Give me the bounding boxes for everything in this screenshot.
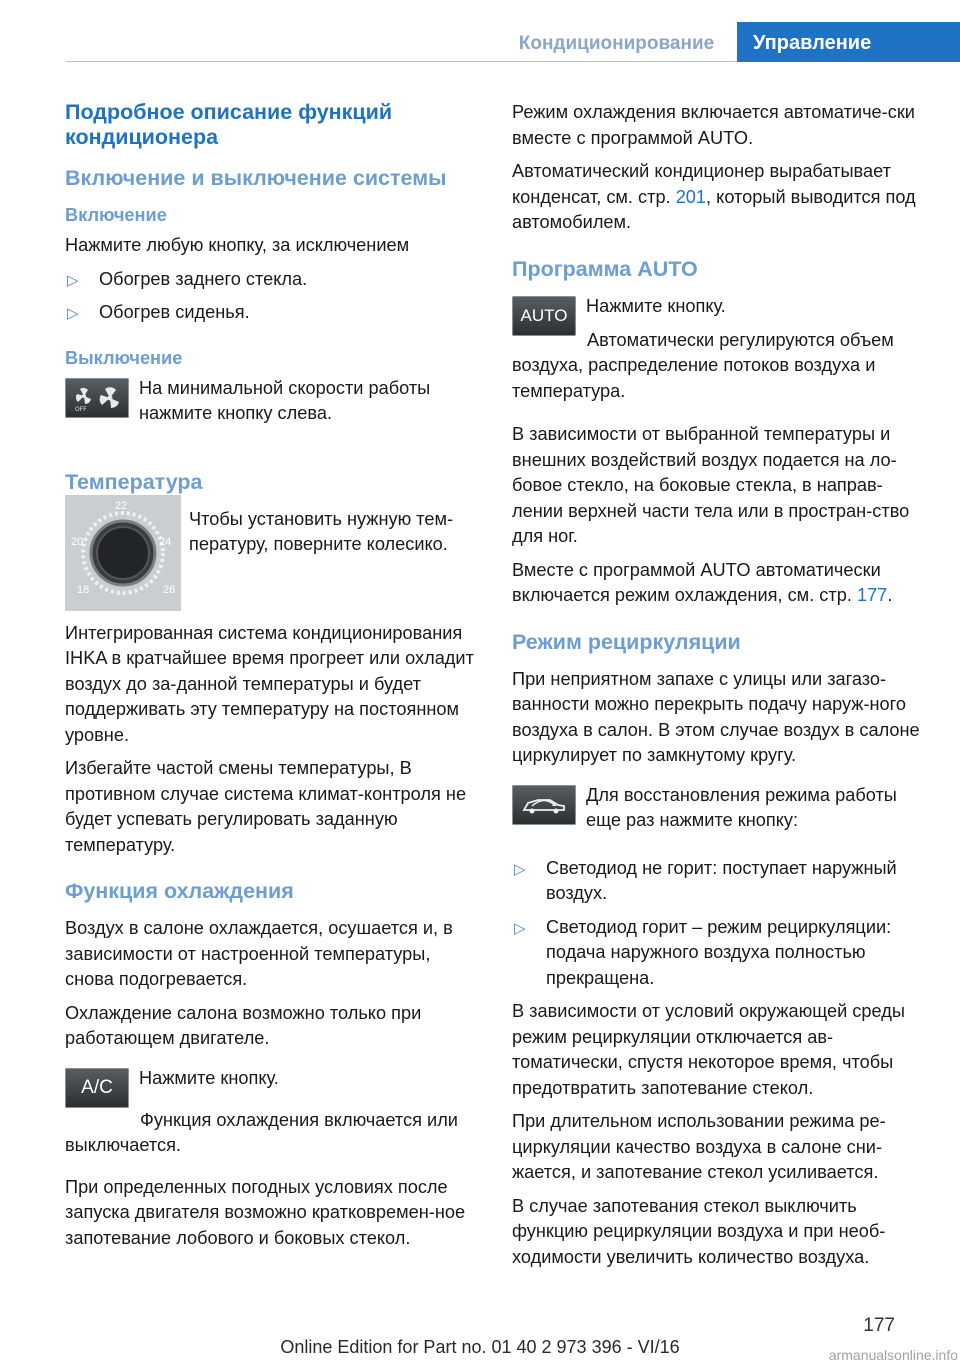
ac-button-icon: A/C [65, 1068, 129, 1108]
auto-paragraph: Вместе с программой AUTO автоматически включается режим охлаждения, см. стр. 177. [512, 559, 893, 605]
right-paragraph: Автоматический кондиционер вырабатывает конденсат, см. стр. 201, который выводится под автомобилем. [512, 161, 916, 232]
heading-on: Включение [65, 205, 167, 225]
temp-paragraph: Избегайте частой смены температуры, В противном случае система климат-контроля не будет успевать регулировать заданную температуру. [65, 758, 467, 855]
ac-text: Нажмите кнопку. [139, 1067, 279, 1088]
triangle-bullet-icon: ▷ [67, 271, 79, 289]
ac-figure [65, 1066, 480, 1108]
header-section[interactable]: Кондиционирование [518, 33, 715, 54]
dial-label: 18 [77, 583, 90, 596]
temperature-dial-icon [65, 495, 181, 611]
recirc-paragraph: В зависимости от условий окружающей среды режим рециркуляции отключается ав‐томатически, спустя некоторое время, чтобы предотвратить запотевание стекол. [512, 1001, 905, 1098]
list-item: ▷ Обогрев заднего стекла. [65, 267, 480, 293]
svg-text:OFF: OFF [75, 405, 87, 413]
left-column [65, 100, 480, 1259]
temp-figure [65, 495, 480, 611]
page-link[interactable]: 177 [856, 585, 888, 605]
triangle-bullet-icon: ▷ [514, 919, 526, 937]
page-title: Подробное описание функций кондиционера [65, 100, 393, 149]
recirc-fig-text: Для восстановления режима работы еще раз нажмите кнопку: [586, 784, 897, 830]
temp-paragraph: Интегрированная система кондиционирования IHKA в кратчайшее время прогреет или охладит воздух до за‐данной температуры и будет поддерживать эту температуру на постоянном уровне. [65, 622, 474, 745]
cool-paragraph: При определенных погодных условиях после запуска двигателя возможно кратковремен‐ное запотевание лобового и боковых стекол. [65, 1176, 466, 1248]
list-item: ▷ Обогрев сиденья. [65, 300, 480, 326]
heading-recirculation: Режим рециркуляции [512, 629, 741, 654]
footer [0, 1313, 960, 1362]
watermark: armanualsonline.info [828, 1347, 958, 1363]
dial-label: 26 [163, 583, 176, 596]
auto-text-2: Автоматически регулируются объем воздуха, распределение потоков воздуха и температура. [512, 329, 894, 401]
page-number: 177 [863, 1315, 895, 1336]
cool-paragraph: Воздух в салоне охлаждается, осушается и, в зависимости от настроенной температуры, снова подогревается. [65, 918, 453, 989]
right-column [512, 100, 927, 1278]
recirc-paragraph: При неприятном запахе с улицы или загазо‐ванности можно перекрыть подачу наруж‐ного воздуха в салон. В этом случае воздух в салоне циркулирует по замкнутому кругу. [512, 668, 920, 765]
list-item: ▷ Светодиод не горит: поступает наружный воздух. [514, 857, 897, 903]
off-figure [65, 376, 480, 435]
auto-button-icon: AUTO [512, 296, 576, 336]
list-item: ▷ Светодиод горит – режим рециркуляции: подача наружного воздуха полностью прекращена. [514, 916, 892, 988]
dial-label: 24 [159, 535, 172, 548]
right-paragraph: Режим охлаждения включается автоматиче‐ски вместе с программой AUTO. [512, 102, 915, 148]
dial-label: 22 [115, 499, 128, 512]
heading-cooling: Функция охлаждения [65, 879, 294, 903]
recirc-paragraph: В случае запотевания стекол выключить функцию рециркуляции воздуха и при необ‐ходимости увеличить количество воздуха. [512, 1195, 886, 1267]
temp-text: Чтобы установить нужную тем‐пературу, поверните колесико. [189, 508, 454, 554]
heading-off: Выключение [65, 347, 183, 368]
heading-system: Включение и выключение системы [65, 166, 447, 190]
auto-text: Нажмите кнопку. [586, 295, 726, 316]
off-text: На минимальной скорости работы нажмите кнопку слева. [139, 377, 431, 423]
recirc-paragraph: При длительном использовании режима ре‐циркуляции качество воздуха в салоне сни‐жается, и запотевание стекол усиливается. [512, 1111, 886, 1182]
heading-temperature: Температура [65, 469, 203, 494]
triangle-bullet-icon: ▷ [514, 860, 526, 878]
heading-auto: Программа AUTO [512, 256, 698, 281]
triangle-bullet-icon: ▷ [67, 305, 79, 322]
cool-paragraph: Охлаждение салона возможно только при работающем двигателе. [65, 1002, 422, 1048]
recirc-figure [512, 783, 927, 842]
edition-note: Online Edition for Part no. 01 40 2 973 396 - VI/16 [280, 1337, 680, 1357]
dial-label: 20 [71, 535, 84, 548]
fan-off-button-icon [65, 378, 129, 418]
on-text: Нажмите любую кнопку, за исключением [65, 235, 410, 255]
header-tab[interactable]: Управление [737, 22, 960, 62]
ac-text-2: Функция охлаждения включается или выключается. [65, 1109, 458, 1155]
page-link[interactable]: 201 [675, 186, 707, 207]
auto-paragraph: В зависимости от выбранной температуры и внешних воздействий воздух подается на ло‐бовое стекло, на боковые стекла, в направ‐лении верхней части тела или в простран‐ство для ног. [512, 424, 910, 546]
recirculation-button-icon [512, 785, 576, 825]
